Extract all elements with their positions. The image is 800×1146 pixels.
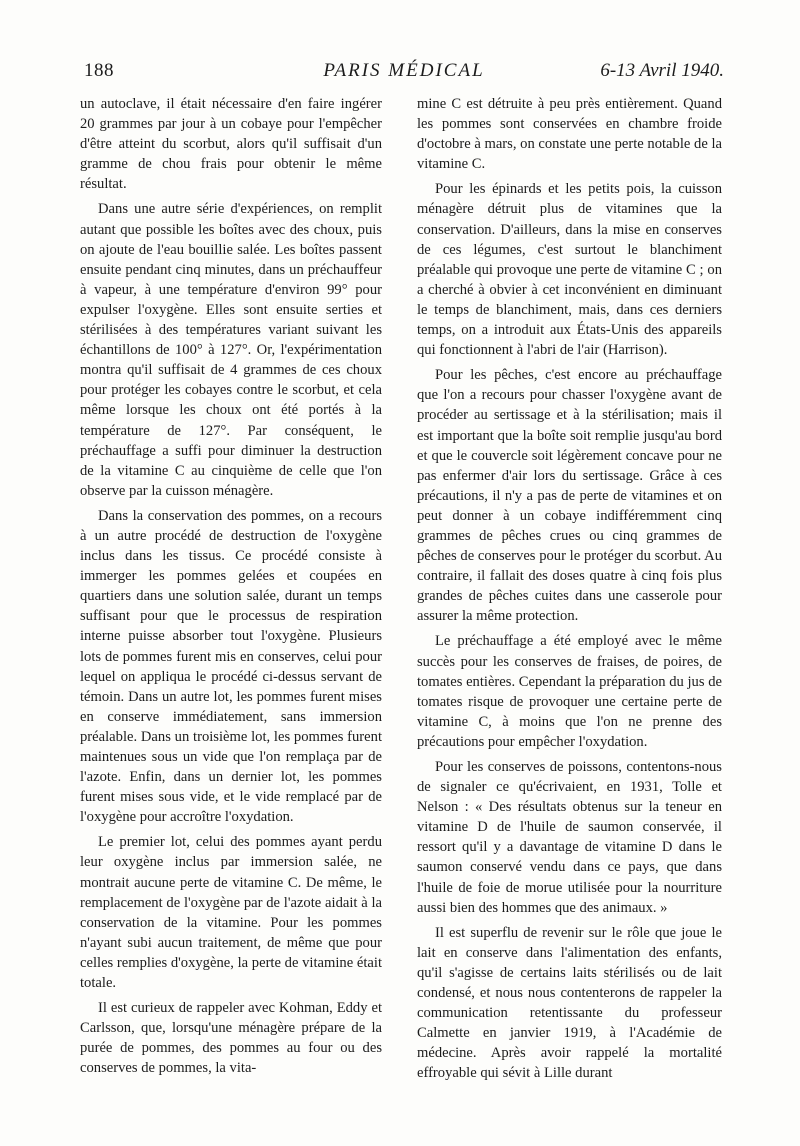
paragraph: Dans la conservation des pommes, on a recours à un autre procédé de destruction de l'oxygène inclus dans les tissus. Ce procédé consiste à immerger les pommes gelées et coupées en quartiers dans une solution salée, durant un temps suffisant pour que le processus de respiration interne puisse absorber tout l'oxygène. Plusieurs lots de pommes furent mis en conserves, celui pour lequel on appliqua le procédé ci-dessus servant de témoin. Dans un autre lot, les pommes furent mises en conserve immédiatement, sans immersion préalable. Dans un troisième lot, les pommes furent maintenues sous un vide que l'on remplaça par de l'azote. Enfin, dans un dernier lot, les pommes furent mises sous vide, et le vide remplacé par de l'oxygène pour accroître l'oxydation. [80,507,382,826]
paragraph: Pour les conserves de poissons, contentons-nous de signaler ce qu'écrivaient, en 1931, Tolle et Nelson : « Des résultats obtenus sur la teneur en vitamine D de l'huile de saumon conservée, il ressort qu'il y a davantage de vitamine D dans le saumon conservé vendu dans ce pays, que dans l'huile de foie de morue utilisée pour la nourriture aussi bien des hommes que des animaux. » [417,759,722,916]
paragraph: Le préchauffage a été employé avec le même succès pour les conserves de fraises, de poires, de tomates entières. Cependant la préparation du jus de tomates risque de provoquer une certaine perte de vitamine C, à moins que l'on ne prenne des précautions pour empêcher l'oxydation. [417,633,722,750]
right-column [417,94,722,1089]
paragraph: Le premier lot, celui des pommes ayant perdu leur oxygène inclus par immersion salée, ne montrait aucune perte de vitamine C. De même, le remplacement de l'oxygène par de l'azote aidait à la conservation de la vitamine. Pour les pommes n'ayant subi aucun traitement, de même que pour celles remplies d'oxygène, la perte de vitamine était totale. [80,834,382,992]
running-head [84,60,724,90]
issue-date: 6-13 Avril 1940. [600,60,724,81]
paragraph: un autoclave, il était nécessaire d'en faire ingérer 20 grammes par jour à un cobaye pour l'empêcher d'être atteint du scorbut, alors qu'il suffisait d'un gramme de chou frais pour obtenir le même résultat. [80,96,382,193]
journal-title: PARIS MÉDICAL [323,60,485,81]
paragraph: Il est superflu de revenir sur le rôle que joue le lait en conserve dans l'alimentation des enfants, qu'il s'agisse de certains laits stérilisés ou de lait condensé, et nous nous contenterons de rappeler la communication retentissante du professeur Calmette en janvier 1919, à l'Académie de médecine. Après avoir rappelé la mortalité effroyable qui sévit à Lille durant [417,924,722,1082]
paragraph: Il est curieux de rappeler avec Kohman, Eddy et Carlsson, que, lorsqu'une ménagère prépare de la purée de pommes, des pommes au four ou des conserves de pommes, la vita- [80,1000,382,1077]
page-number: 188 [84,60,114,81]
paragraph: mine C est détruite à peu près entièrement. Quand les pommes sont conservées en chambre froide d'octobre à mars, on constate une perte notable de la vitamine C. [417,96,722,173]
paragraph: Pour les pêches, c'est encore au préchauffage que l'on a recours pour chasser l'oxygène avant de procéder au sertissage et à la stérilisation; mais il est important que la boîte soit remplie jusqu'au bord et que le couvercle soit légèrement concave pour ne pas enfermer d'air lors du sertissage. Grâce à ces précautions, il n'y a pas de perte de vitamines et on peut donner à un cobaye indifféremment cinq grammes de pêches crues ou cinq grammes de pêches de conserves pour le protéger du scorbut. Au contraire, il fallait des doses quatre à cinq fois plus grandes de pêches cuites dans une casserole pour assurer la même protection. [417,367,722,625]
paragraph: Pour les épinards et les petits pois, la cuisson ménagère détruit plus de vitamines que la conservation. D'ailleurs, dans la mise en conserves de ces légumes, c'est surtout le blanchiment préalable qui provoque une perte de vitamine C ; on a cherché à obvier à cet inconvénient en diminuant le temps de blanchiment, mais, dans ces derniers temps, on a introduit aux États-Unis des appareils qui fonctionnent à l'abri de l'air (Harrison). [417,181,722,359]
left-column [80,94,382,1084]
paragraph: Dans une autre série d'expériences, on remplit autant que possible les boîtes avec des choux, puis on ajoute de l'eau bouillie salée. Les boîtes passent ensuite pendant cinq minutes, dans un préchauffeur à vapeur, à une température d'environ 99° pour expulser l'oxygène. Elles sont ensuite serties et stérilisées à des températures variant suivant les échantillons de 100° à 127°. Or, l'expérimentation montra qu'il suffisait de 4 grammes de ces choux pour protéger les cobayes contre le scorbut, et cela même lorsque les choux ont été portés à la température de 127°. Par conséquent, le préchauffage a suffi pour diminuer la destruction de la vitamine C au cinquième de celle que l'on observe par la cuisson ménagère. [80,201,382,499]
